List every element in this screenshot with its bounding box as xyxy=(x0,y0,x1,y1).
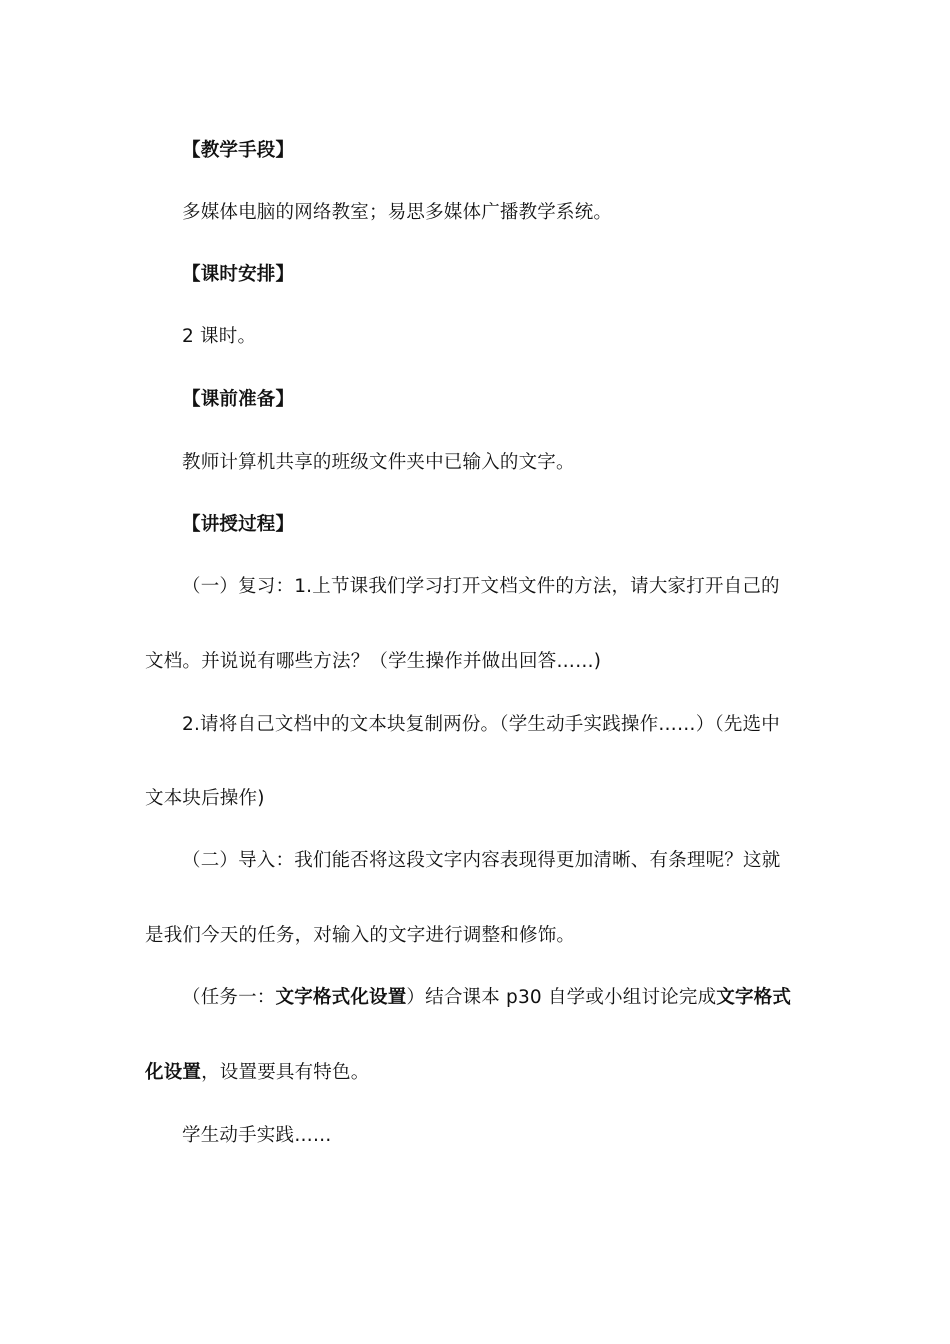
task-one-middle: ）结合课本 p30 自学或小组讨论完成 xyxy=(406,987,717,1008)
class-schedule-text: 2 课时。 xyxy=(182,326,257,347)
teaching-process-heading: 【讲授过程】 xyxy=(182,514,295,535)
introduction-line-1: （二）导入：我们能否将这段文字内容表现得更加清晰、有条理呢？这就 xyxy=(182,850,781,871)
review-paragraph-line-1: （一）复习：1.上节课我们学习打开文档文件的方法，请大家打开自己的 xyxy=(182,576,780,597)
task-one-bold-goal-part2: 化设置 xyxy=(145,1062,202,1083)
student-practice-text: 学生动手实践…… xyxy=(182,1125,332,1146)
task-one-bold-goal-part1: 文字格式 xyxy=(716,987,792,1008)
task-one-prefix: （任务一： xyxy=(182,987,276,1008)
introduction-line-2: 是我们今天的任务，对输入的文字进行调整和修饰。 xyxy=(145,925,576,946)
review-paragraph-line-2: 文档。并说说有哪些方法？（学生操作并做出回答……) xyxy=(145,651,602,672)
preparation-text: 教师计算机共享的班级文件夹中已输入的文字。 xyxy=(182,452,575,473)
copy-task-line-2: 文本块后操作) xyxy=(145,788,265,809)
task-one-line-2 xyxy=(145,1060,369,1086)
teaching-means-text: 多媒体电脑的网络教室；易思多媒体广播教学系统。 xyxy=(182,202,613,223)
preparation-heading: 【课前准备】 xyxy=(182,389,295,410)
copy-task-line-1: 2.请将自己文档中的文本块复制两份。（学生动手实践操作……）（先选中 xyxy=(182,714,780,735)
teaching-means-heading: 【教学手段】 xyxy=(182,140,295,161)
task-one-line-1 xyxy=(182,985,791,1011)
class-schedule-heading: 【课时安排】 xyxy=(182,264,295,285)
task-one-suffix: ，设置要具有特色。 xyxy=(201,1062,370,1083)
task-one-bold-title: 文字格式化设置 xyxy=(275,987,407,1008)
